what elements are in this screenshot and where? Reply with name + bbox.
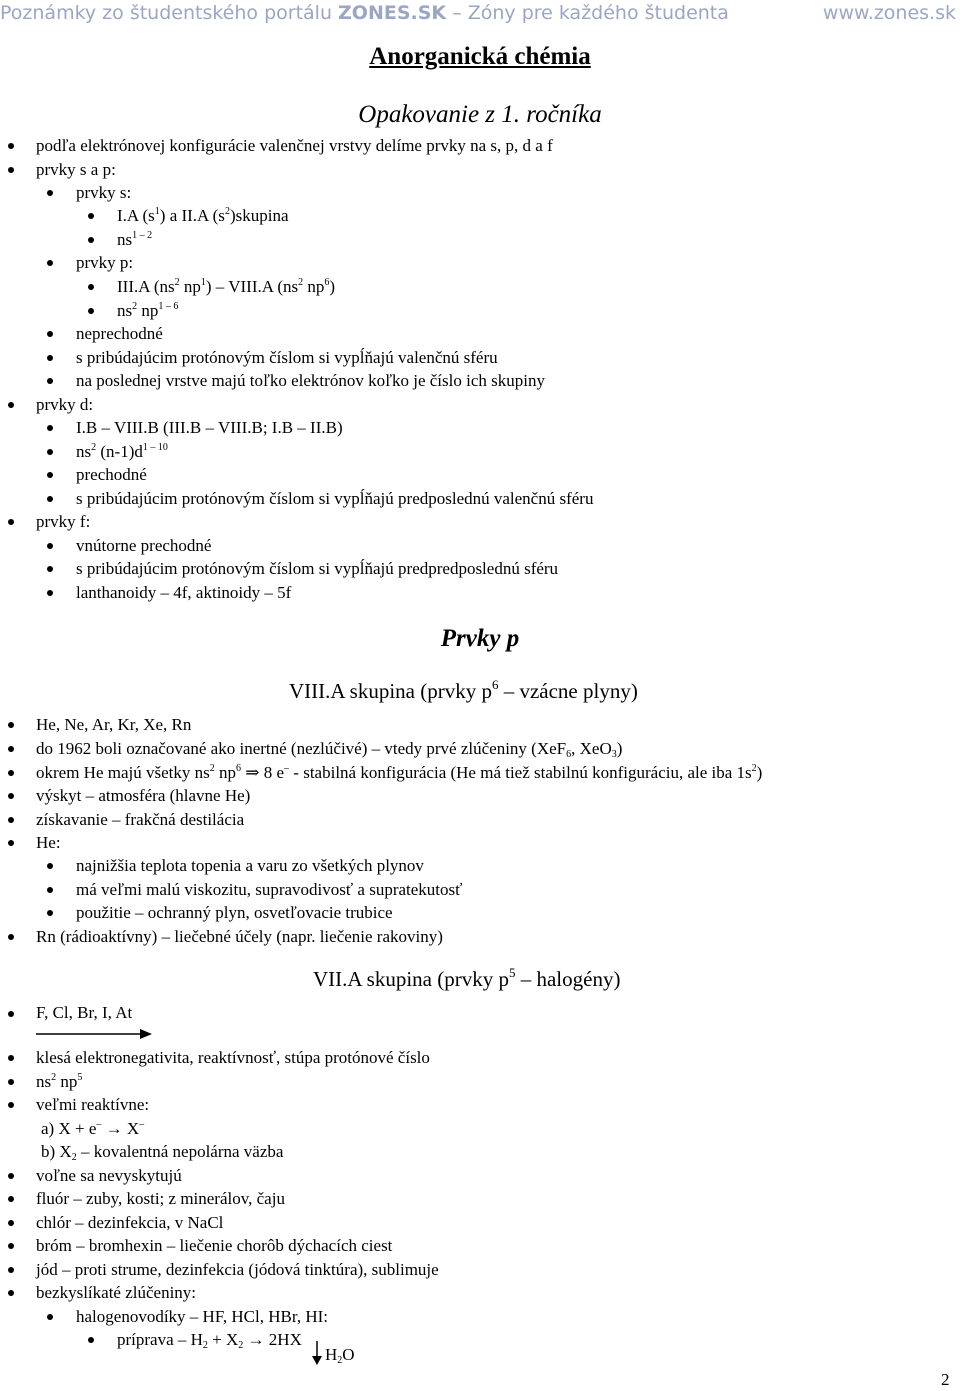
bullet — [8, 1243, 14, 1249]
bullet — [47, 863, 53, 869]
bullet — [8, 1079, 14, 1085]
list-item: He: — [36, 833, 61, 852]
bullet — [47, 566, 53, 572]
bullet — [8, 1055, 14, 1061]
list-item: prvky s a p: — [36, 160, 116, 179]
section-title-opakovanie: Opakovanie z 1. ročníka — [358, 101, 602, 128]
list-item: na poslednej vrstve majú toľko elektrónov koľko je číslo ich skupiny — [76, 371, 545, 390]
bullet — [8, 934, 14, 940]
list-item: prechodné — [76, 465, 147, 484]
bullet — [8, 1196, 14, 1202]
list-item: He, Ne, Ar, Kr, Xe, Rn — [36, 715, 192, 734]
list-item: s pribúdajúcim protónovým číslom si vypĺňajú valenčnú sféru — [76, 348, 498, 367]
bullet — [8, 817, 14, 823]
bullet — [88, 308, 94, 314]
list-item: s pribúdajúcim protónovým číslom si vypĺňajú predpredposlednú sféru — [76, 559, 559, 578]
list-item: voľne sa nevyskytujú — [36, 1166, 182, 1185]
list-item: má veľmi malú viskozitu, supravodivosť a supratekutosť — [76, 880, 463, 899]
bullet — [47, 590, 53, 596]
page-number: 2 — [941, 1370, 950, 1389]
bullet — [88, 213, 94, 219]
bullet — [88, 1337, 94, 1343]
bullet — [88, 237, 94, 243]
bullet — [47, 425, 53, 431]
down-arrow-icon — [309, 1341, 325, 1367]
subsection-title-viii-a: VIII.A skupina (prvky $p^6$ – vzácne plyny) — [289, 677, 638, 703]
bullet — [8, 1173, 14, 1179]
bullet — [47, 378, 53, 384]
list-item: prvky f: — [36, 512, 91, 531]
list-item: bróm – bromhexin – liečenie chorôb dýchacích ciest — [36, 1236, 393, 1255]
list-item: $ns^{1 - 2}$ — [117, 230, 153, 249]
list-item: výskyt – atmosféra (hlavne He) — [36, 786, 251, 805]
water-product: $H_2O$ — [325, 1345, 355, 1366]
list-item: halogenovodíky – HF, HCl, HBr, HI: — [76, 1307, 329, 1326]
list-item: okrem He majú všetky $ns^2$ $np^6$ ⇒ 8 e– - stabilná konfigurácia (He má tiež stabilnú konfiguráciu, ale iba $1s^2$) — [36, 763, 763, 782]
bullet — [47, 190, 53, 196]
header-left: Poznámky zo študentského portálu ZONES.SK – Zóny pre každého študenta — [0, 2, 729, 24]
subsection-title-vii-a: VII.A skupina (prvky $p^5$ – halogény) — [313, 965, 621, 991]
list-item: $ns^2$ $(n-1)d^{1 - 10}$ — [76, 442, 168, 461]
list-item: použitie – ochranný plyn, osvetľovacie trubice — [76, 903, 393, 922]
list-item: fluór – zuby, kosti; z minerálov, čaju — [36, 1189, 285, 1208]
document-title: Anorganická chémia — [369, 43, 591, 70]
list-item: veľmi reaktívne: — [36, 1095, 150, 1114]
bullet — [88, 284, 94, 290]
bullet — [8, 793, 14, 799]
list-item: III.A ($ns^2$ $np^1$) – VIII.A ($ns^2$ $np^6$) — [117, 277, 336, 296]
bullet — [47, 887, 53, 893]
header-url[interactable]: www.zones.sk — [822, 2, 956, 24]
list-item: prvky s: — [76, 183, 132, 202]
list-item: s pribúdajúcim protónovým číslom si vypĺňajú predposlednú valenčnú sféru — [76, 489, 594, 508]
bullet — [47, 331, 53, 337]
list-item: $ns^2$ $np^{1 - 6}$ — [117, 301, 179, 320]
list-item: bezkyslíkaté zlúčeniny: — [36, 1283, 197, 1302]
list-item: neprechodné — [76, 324, 163, 343]
bullet — [8, 1290, 14, 1296]
list-item: podľa elektrónovej konfigurácie valenčnej vrstvy delíme prvky na s, p, d a f — [36, 136, 553, 155]
list-item: príprava – $H_2 + X_2 \to 2HX$ — [117, 1330, 302, 1351]
bullet — [8, 840, 14, 846]
list-item: F, Cl, Br, I, At — [36, 1003, 133, 1022]
trend-arrow-icon — [36, 1024, 156, 1044]
list-item: chlór – dezinfekcia, v NaCl — [36, 1213, 224, 1232]
list-item: prvky p: — [76, 253, 134, 272]
bullet — [47, 1314, 53, 1320]
list-item: najnižšia teplota topenia a varu zo všetkých plynov — [76, 856, 424, 875]
bullet — [8, 722, 14, 728]
bullet — [8, 167, 14, 173]
bullet — [47, 472, 53, 478]
bullet — [8, 1011, 14, 1017]
bullet — [8, 143, 14, 149]
bullet — [47, 260, 53, 266]
list-item: lanthanoidy – 4f, aktinoidy – 5f — [76, 583, 292, 602]
list-item: jód – proti strume, dezinfekcia (jódová tinktúra), sublimuje — [36, 1260, 439, 1279]
bullet — [47, 543, 53, 549]
bullet — [8, 1102, 14, 1108]
bullet — [47, 496, 53, 502]
list-item: prvky d: — [36, 395, 94, 414]
list-item: klesá elektronegativita, reaktívnosť, stúpa protónové číslo — [36, 1048, 430, 1067]
list-item: $ns^2$ $np^5$ — [36, 1072, 83, 1091]
bullet — [8, 770, 14, 776]
bullet — [47, 910, 53, 916]
bullet — [47, 449, 53, 455]
bullet — [47, 355, 53, 361]
bullet — [8, 1220, 14, 1226]
bullet — [8, 519, 14, 525]
bullet — [8, 402, 14, 408]
list-item: Rn (rádioaktívny) – liečebné účely (napr. liečenie rakoviny) — [36, 927, 443, 946]
list-item-b: b) $X_2$ – kovalentná nepolárna väzba — [41, 1142, 284, 1163]
list-item-a: a) X + e– → X– — [41, 1119, 145, 1138]
bullet — [8, 746, 14, 752]
list-item: do 1962 boli označované ako inertné (nezlúčivé) – vtedy prvé zlúčeniny (XeF$_6$, XeO$_3$) — [36, 739, 623, 760]
list-item: I.B – VIII.B (III.B – VIII.B; I.B – II.B) — [76, 418, 343, 437]
section-title-prvky-p: Prvky p — [440, 625, 520, 652]
bullet — [8, 1267, 14, 1273]
site-header — [0, 0, 960, 26]
list-item: I.A $(s^1)$ a II.A $(s^2)skupina$ — [117, 206, 289, 225]
list-item: získavanie – frakčná destilácia — [36, 810, 245, 829]
list-item: vnútorne prechodné — [76, 536, 212, 555]
